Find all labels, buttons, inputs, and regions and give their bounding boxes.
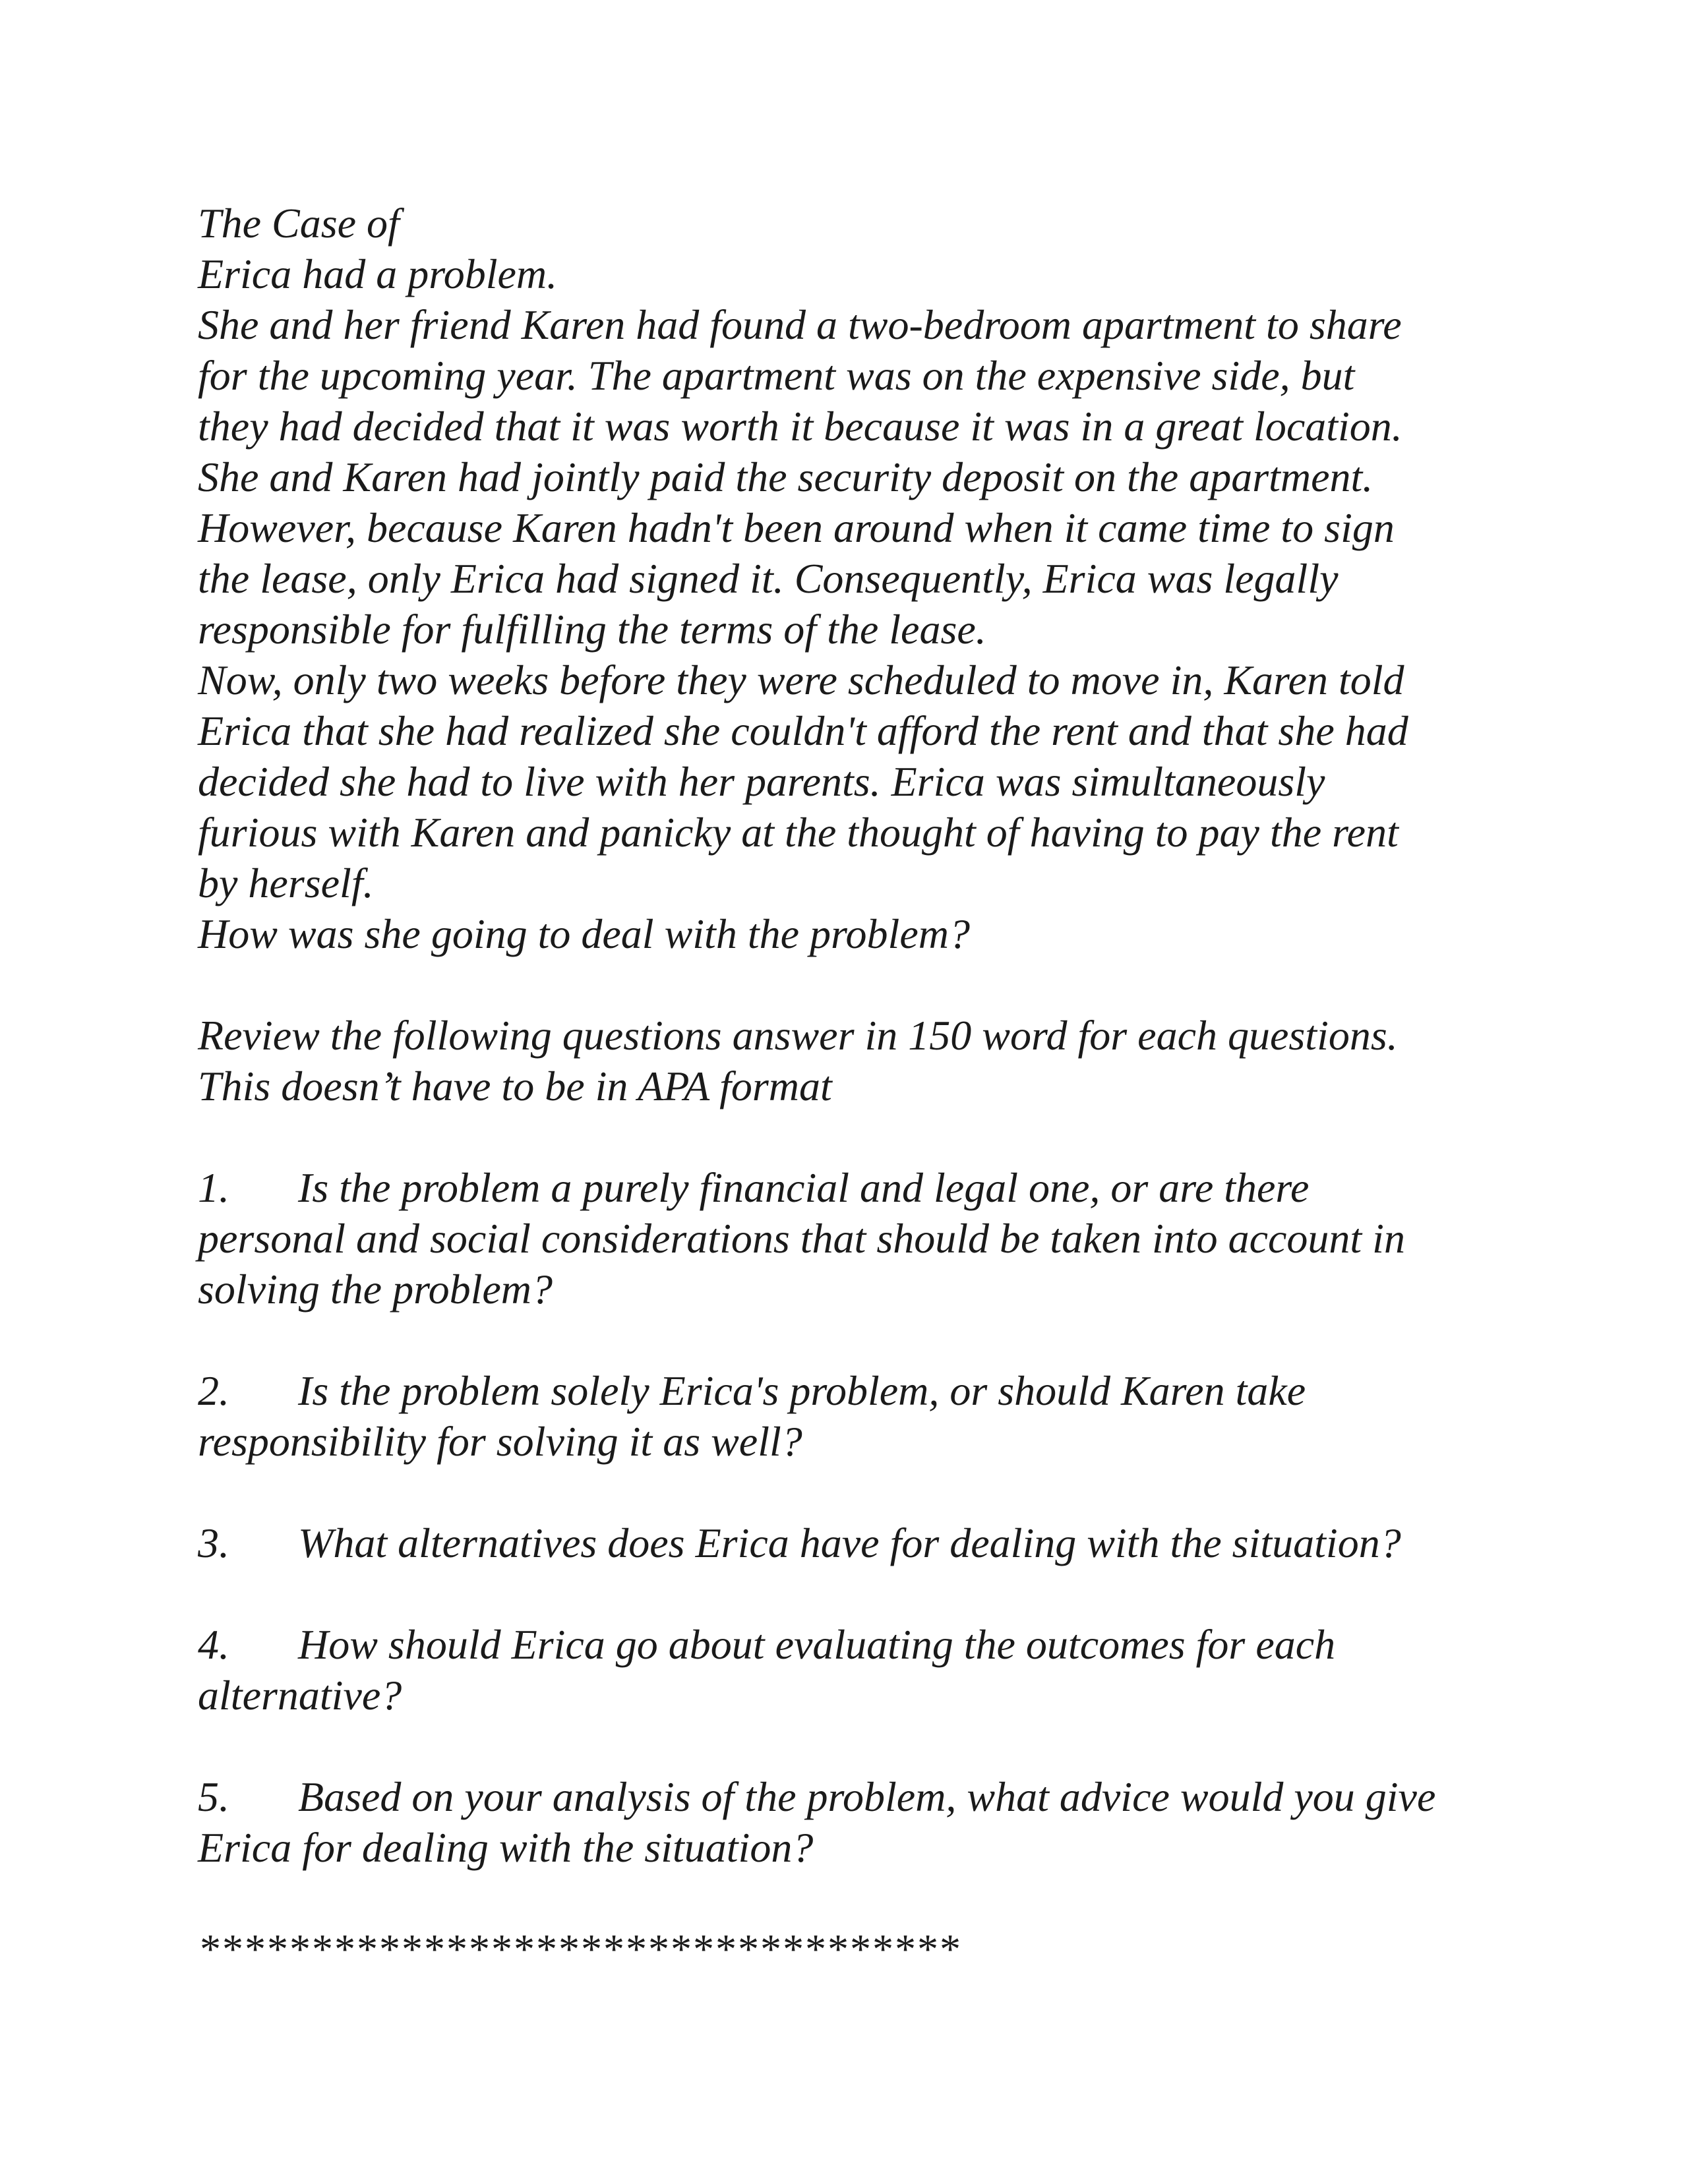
blank-line [198,959,1517,1010]
blank-line [198,1314,1517,1365]
blank-line [198,1111,1517,1162]
question-item [198,1771,1517,1873]
instruction-line: Review the following questions answer in 150 word for each questions. [198,1012,1398,1059]
question-number: 4. [198,1621,229,1668]
blank-line [198,1467,1517,1518]
question-number: 3. [198,1520,229,1566]
blank-line [198,1721,1517,1771]
case-title: The Case of [198,200,400,247]
question-list [198,1162,1517,1873]
case-line: Now, only two weeks before they were scheduled to move in, Karen told [198,657,1404,703]
question-text: How should Erica go about evaluating the outcomes for each [298,1621,1336,1668]
case-line: for the upcoming year. The apartment was on the expensive side, but [198,352,1355,399]
question-item [198,1162,1517,1314]
case-line: the lease, only Erica had signed it. Consequently, Erica was legally [198,555,1339,602]
case-line: Erica had a problem. [198,251,558,297]
question-item [198,1365,1517,1467]
document-page [198,198,1517,1974]
question-number: 2. [198,1367,229,1414]
blank-line [198,1568,1517,1619]
question-item [198,1619,1517,1721]
separator-stars: ********************************** [198,1926,960,1972]
question-text: solving the problem? [198,1266,553,1313]
question-number: 5. [198,1773,229,1820]
case-line: furious with Karen and panicky at the thought of having to pay the rent [198,809,1399,856]
question-text: responsibility for solving it as well? [198,1418,802,1465]
question-text: alternative? [198,1672,402,1719]
blank-line [198,1873,1517,1924]
case-line: However, because Karen hadn't been around when it came time to sign [198,504,1395,551]
question-number: 1. [198,1164,229,1211]
case-text [198,198,1517,959]
case-line: responsible for fulfilling the terms of the lease. [198,606,986,653]
question-text: personal and social considerations that should be taken into account in [198,1215,1405,1262]
case-line: Erica that she had realized she couldn't afford the rent and that she had [198,707,1408,754]
question-text: Is the problem solely Erica's problem, or should Karen take [298,1367,1306,1414]
question-text: Based on your analysis of the problem, what advice would you give [298,1773,1436,1820]
case-question-line: How was she going to deal with the problem? [198,910,970,957]
case-line: She and her friend Karen had found a two-bedroom apartment to share [198,301,1402,348]
instruction-line: This doesn’t have to be in APA format [198,1063,832,1109]
question-text: What alternatives does Erica have for dealing with the situation? [298,1520,1401,1566]
question-text: Is the problem a purely financial and legal one, or are there [298,1164,1310,1211]
case-line: decided she had to live with her parents. Erica was simultaneously [198,758,1325,805]
case-line: by herself. [198,860,374,906]
instructions [198,1010,1517,1111]
case-line: She and Karen had jointly paid the security deposit on the apartment. [198,454,1373,500]
question-item [198,1518,1517,1568]
case-line: they had decided that it was worth it because it was in a great location. [198,403,1402,450]
question-text: Erica for dealing with the situation? [198,1824,814,1871]
